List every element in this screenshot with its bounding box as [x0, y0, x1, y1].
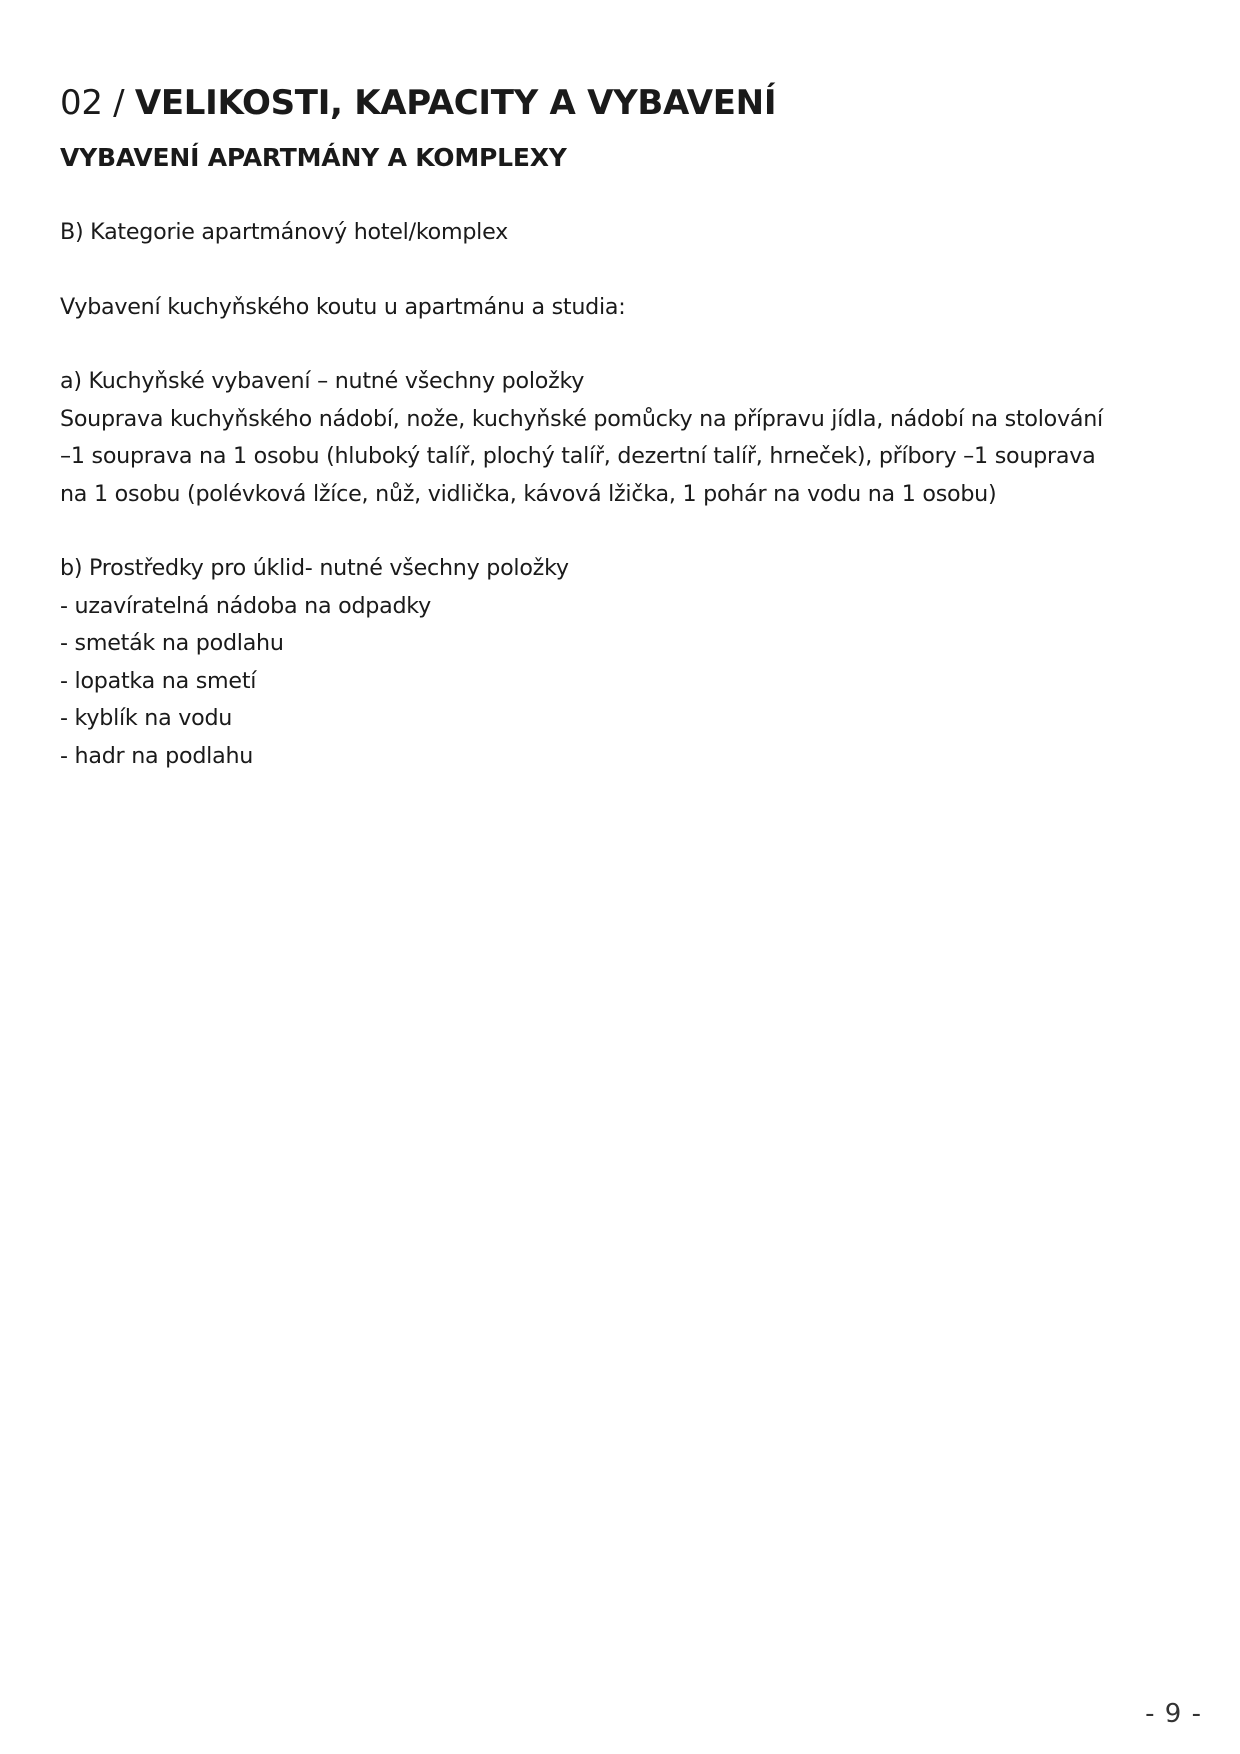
cleaning-list-item: - smeták na podlahu [60, 630, 284, 656]
intro-paragraph: Vybavení kuchyňského koutu u apartmánu a studia: [60, 293, 626, 320]
cleaning-list-item: - lopatka na smetí [60, 667, 257, 694]
page-content [60, 74, 1180, 775]
subsection-title: VYBAVENÍ APARTMÁNY A KOMPLEXY [60, 143, 567, 172]
kitchen-equipment-section [60, 363, 1180, 513]
cleaning-list-item: - uzavíratelná nádoba na odpadky [60, 592, 431, 619]
cleaning-list-item: - kyblík na vodu [60, 705, 233, 731]
cleaning-list-item: - hadr na podlahu [60, 742, 254, 769]
kitchen-equipment-line: –1 souprava na 1 osobu (hluboký talíř, plochý talíř, dezertní talíř, hrneček), příbory –1 souprava [60, 443, 1096, 469]
kitchen-equipment-line: na 1 osobu (polévková lžíce, nůž, vidlička, kávová lžička, 1 pohár na vodu na 1 osobu) [60, 480, 997, 507]
section-title-text: VELIKOSTI, KAPACITY A VYBAVENÍ [134, 83, 777, 123]
cleaning-supplies-title: b) Prostředky pro úklid- nutné všechny položky [60, 555, 569, 581]
page-number: - 9 - [1145, 1699, 1202, 1729]
kitchen-equipment-title: a) Kuchyňské vybavení – nutné všechny položky [60, 368, 585, 394]
kitchen-equipment-line: Souprava kuchyňského nádobí, nože, kuchyňské pomůcky na přípravu jídla, nádobí na stolování [60, 405, 1103, 432]
section-number: 02 / [60, 83, 135, 123]
category-label: B) Kategorie apartmánový hotel/komplex [60, 219, 508, 245]
section-title [60, 74, 1180, 132]
cleaning-supplies-section [60, 550, 1180, 775]
